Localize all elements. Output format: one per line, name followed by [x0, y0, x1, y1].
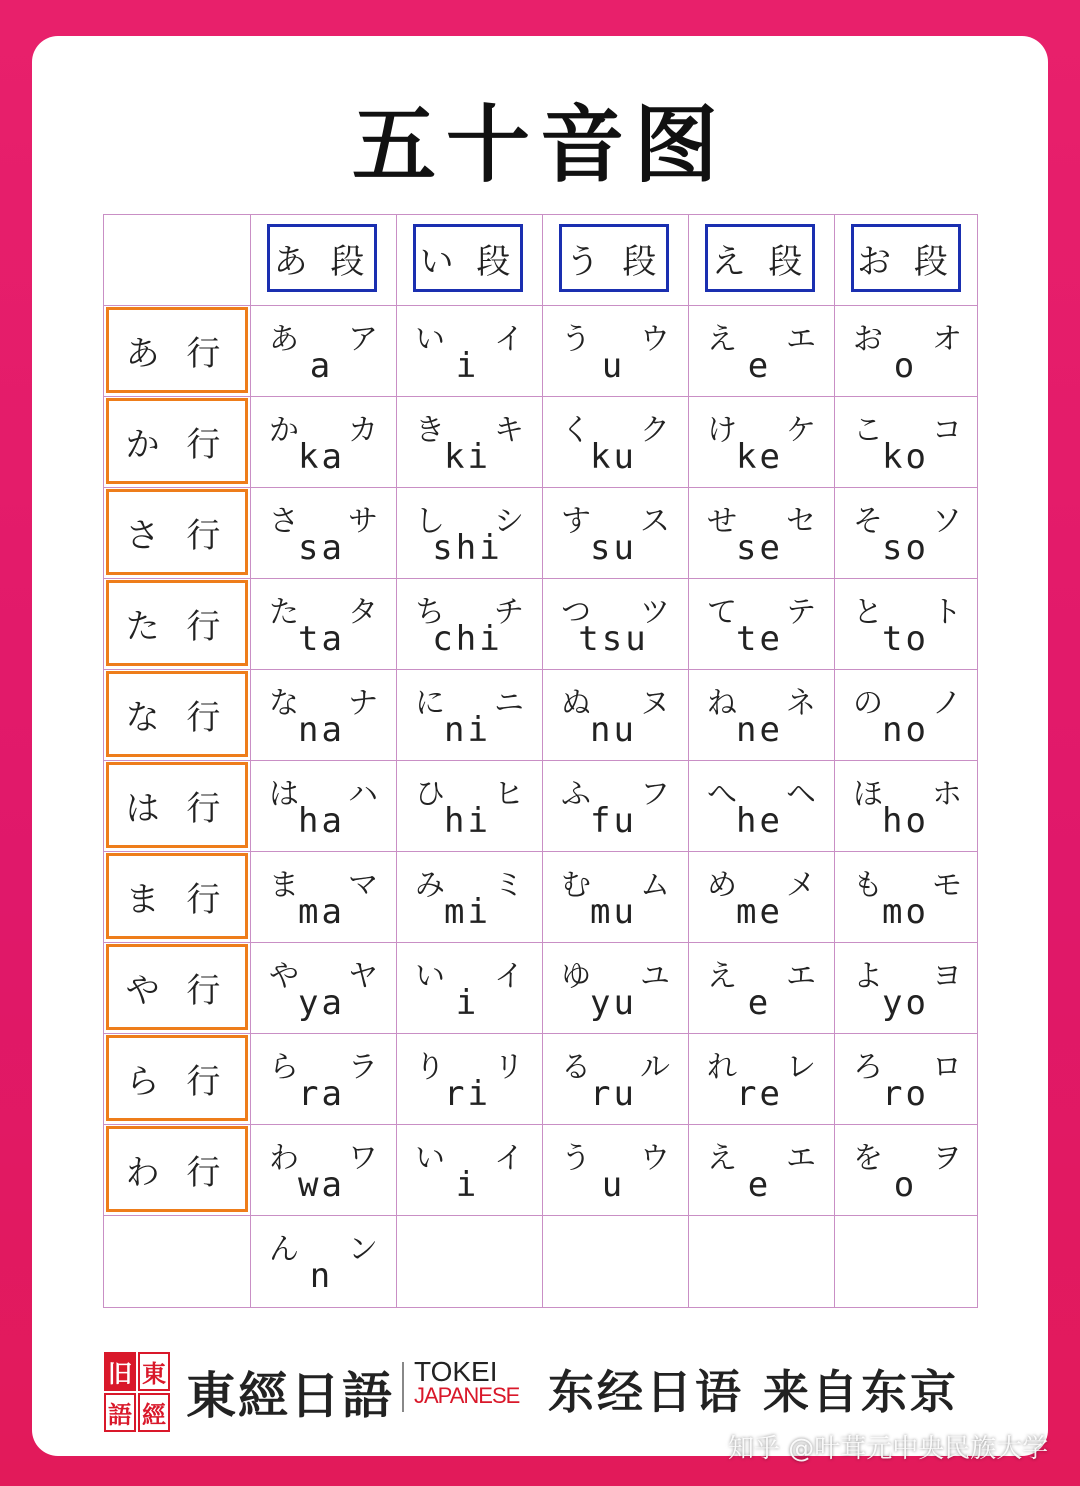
katakana: ヤ: [348, 959, 378, 994]
romaji: ro: [882, 1074, 929, 1114]
hiragana: そ: [853, 504, 883, 539]
hiragana: え: [707, 322, 737, 357]
hiragana: た: [269, 595, 299, 630]
hiragana: め: [707, 868, 737, 903]
katakana: ユ: [640, 959, 670, 994]
row-header: わ 行: [106, 1126, 248, 1212]
romaji: ru: [590, 1074, 637, 1114]
logo-char: 東: [138, 1352, 170, 1391]
row-header: ま 行: [106, 853, 248, 939]
kana-cell: [541, 1032, 686, 1122]
katakana: ウ: [640, 322, 670, 357]
katakana: カ: [348, 413, 378, 448]
romaji: sa: [298, 528, 345, 568]
katakana: ヒ: [494, 777, 524, 812]
romaji: na: [298, 710, 345, 750]
kana-cell: [395, 395, 540, 485]
kana-cell: [541, 850, 686, 940]
romaji: yo: [882, 983, 929, 1023]
romaji: ya: [298, 983, 345, 1023]
katakana: ツ: [640, 595, 670, 630]
hiragana: へ: [707, 777, 737, 812]
kana-cell: [687, 577, 832, 667]
kana-cell: [833, 850, 978, 940]
romaji: nu: [590, 710, 637, 750]
katakana: ム: [640, 868, 670, 903]
kana-cell: [833, 395, 978, 485]
hiragana: の: [853, 686, 883, 721]
footer-divider: [402, 1362, 404, 1412]
hiragana: つ: [561, 595, 591, 630]
romaji: ne: [736, 710, 783, 750]
katakana: メ: [786, 868, 816, 903]
row-header: か 行: [106, 398, 248, 484]
romaji: ke: [736, 437, 783, 477]
hiragana: す: [561, 504, 591, 539]
katakana: タ: [348, 595, 378, 630]
kana-cell: [833, 486, 978, 576]
romaji: e: [747, 983, 772, 1023]
katakana: チ: [494, 595, 524, 630]
katakana: ヲ: [932, 1141, 962, 1176]
row-header: や 行: [106, 944, 248, 1030]
hiragana: ふ: [561, 777, 591, 812]
katakana: ヌ: [640, 686, 670, 721]
katakana: ラ: [348, 1050, 378, 1085]
katakana: ル: [640, 1050, 670, 1085]
kana-cell: [687, 759, 832, 849]
romaji: mo: [882, 892, 929, 932]
kana-cell: [833, 941, 978, 1031]
romaji: ra: [298, 1074, 345, 1114]
kana-cell: [687, 1032, 832, 1122]
katakana: ロ: [932, 1050, 962, 1085]
katakana: ナ: [348, 686, 378, 721]
logo-char: 經: [138, 1393, 170, 1432]
romaji: n: [309, 1256, 334, 1296]
katakana: モ: [932, 868, 962, 903]
hiragana: な: [269, 686, 299, 721]
tokei-bottom: JAPANESE: [414, 1383, 520, 1408]
katakana: ウ: [640, 1141, 670, 1176]
katakana: リ: [494, 1050, 524, 1085]
katakana: コ: [932, 413, 962, 448]
hiragana: ら: [269, 1050, 299, 1085]
row-header: な 行: [106, 671, 248, 757]
romaji: su: [590, 528, 637, 568]
romaji: ko: [882, 437, 929, 477]
grid-hline: [104, 1215, 977, 1216]
hiragana: し: [415, 504, 445, 539]
hiragana: け: [707, 413, 737, 448]
kana-cell: [395, 759, 540, 849]
hiragana: ぬ: [561, 686, 591, 721]
kana-cell: [687, 304, 832, 394]
katakana: フ: [640, 777, 670, 812]
kana-cell: [395, 941, 540, 1031]
hiragana: ん: [269, 1232, 299, 1267]
hiragana: み: [415, 868, 445, 903]
kana-cell: [687, 486, 832, 576]
kana-cell: [395, 1032, 540, 1122]
romaji: ho: [882, 801, 929, 841]
katakana: ス: [640, 504, 670, 539]
katakana: イ: [494, 1141, 524, 1176]
tokei-top: TOKEI: [414, 1356, 498, 1387]
hiragana: て: [707, 595, 737, 630]
hiragana: き: [415, 413, 445, 448]
hiragana: る: [561, 1050, 591, 1085]
kana-cell: [249, 668, 394, 758]
kana-cell: [833, 759, 978, 849]
dan-header: う 段: [559, 224, 669, 292]
hiragana: お: [853, 322, 883, 357]
katakana: ヨ: [932, 959, 962, 994]
kana-cell: [833, 1123, 978, 1213]
hiragana: ゆ: [561, 959, 591, 994]
katakana: サ: [348, 504, 378, 539]
romaji: ha: [298, 801, 345, 841]
hiragana: い: [415, 1141, 445, 1176]
romaji: re: [736, 1074, 783, 1114]
kana-cell: [541, 941, 686, 1031]
romaji: yu: [590, 983, 637, 1023]
hiragana: よ: [853, 959, 883, 994]
hiragana: ね: [707, 686, 737, 721]
romaji: o: [893, 1165, 918, 1205]
kana-cell: [249, 759, 394, 849]
katakana: ニ: [494, 686, 524, 721]
hiragana: む: [561, 868, 591, 903]
hiragana: え: [707, 1141, 737, 1176]
romaji: i: [455, 983, 480, 1023]
romaji: ku: [590, 437, 637, 477]
katakana: テ: [786, 595, 816, 630]
hiragana: は: [269, 777, 299, 812]
hiragana: あ: [269, 322, 299, 357]
romaji: ta: [298, 619, 345, 659]
romaji: ni: [444, 710, 491, 750]
kana-cell: [249, 1032, 394, 1122]
romaji: wa: [298, 1165, 345, 1205]
brand-slogan: 东经日语 来自东京: [548, 1365, 960, 1419]
hiragana: さ: [269, 504, 299, 539]
kana-cell: [687, 668, 832, 758]
hiragana: こ: [853, 413, 883, 448]
katakana: レ: [786, 1050, 816, 1085]
kana-cell: [395, 304, 540, 394]
row-header: あ 行: [106, 307, 248, 393]
romaji: o: [893, 346, 918, 386]
katakana: キ: [494, 413, 524, 448]
kana-cell: [249, 486, 394, 576]
romaji: hi: [444, 801, 491, 841]
hiragana: ひ: [415, 777, 445, 812]
row-header: ら 行: [106, 1035, 248, 1121]
brand-name: 東經日語: [186, 1367, 394, 1425]
logo-char: 旧: [104, 1352, 136, 1391]
kana-cell: [395, 668, 540, 758]
romaji: chi: [432, 619, 503, 659]
row-header: は 行: [106, 762, 248, 848]
hiragana: ろ: [853, 1050, 883, 1085]
romaji: mi: [444, 892, 491, 932]
hiragana: ち: [415, 595, 445, 630]
dan-header: い 段: [413, 224, 523, 292]
katakana: イ: [494, 322, 524, 357]
katakana: オ: [932, 322, 962, 357]
kana-cell: [541, 668, 686, 758]
romaji: e: [747, 1165, 772, 1205]
katakana: シ: [494, 504, 524, 539]
romaji: mu: [590, 892, 637, 932]
dan-header: あ 段: [267, 224, 377, 292]
kana-cell: [687, 941, 832, 1031]
kana-cell: [249, 850, 394, 940]
hiragana: も: [853, 868, 883, 903]
tokei-wordmark: [414, 1356, 520, 1408]
katakana: イ: [494, 959, 524, 994]
katakana: ケ: [786, 413, 816, 448]
romaji: i: [455, 1165, 480, 1205]
row-header: さ 行: [106, 489, 248, 575]
katakana: ソ: [932, 504, 962, 539]
kana-cell: [249, 941, 394, 1031]
romaji: ki: [444, 437, 491, 477]
hiragana: え: [707, 959, 737, 994]
kana-cell: [249, 304, 394, 394]
hiragana: に: [415, 686, 445, 721]
kana-cell: [541, 1123, 686, 1213]
romaji: ma: [298, 892, 345, 932]
hiragana: い: [415, 322, 445, 357]
romaji: ka: [298, 437, 345, 477]
hiragana: う: [561, 1141, 591, 1176]
watermark: 知乎 @叶茸元中央民族大学: [728, 1434, 1049, 1464]
hiragana: せ: [707, 504, 737, 539]
romaji: shi: [432, 528, 503, 568]
kana-cell: [687, 850, 832, 940]
brand-logo-mark: [104, 1352, 170, 1429]
katakana: マ: [348, 868, 378, 903]
kana-cell: [833, 577, 978, 667]
hiragana: と: [853, 595, 883, 630]
kana-cell: [249, 395, 394, 485]
romaji: he: [736, 801, 783, 841]
hiragana: れ: [707, 1050, 737, 1085]
kana-cell: [833, 668, 978, 758]
hiragana: う: [561, 322, 591, 357]
hiragana: か: [269, 413, 299, 448]
romaji: se: [736, 528, 783, 568]
romaji: to: [882, 619, 929, 659]
katakana: ホ: [932, 777, 962, 812]
hiragana: を: [853, 1141, 883, 1176]
kana-cell: [249, 1123, 394, 1213]
kana-cell: [833, 304, 978, 394]
kana-cell: [541, 577, 686, 667]
kana-cell: [541, 759, 686, 849]
kana-cell: [687, 1123, 832, 1213]
romaji: i: [455, 346, 480, 386]
romaji: u: [601, 346, 626, 386]
romaji: e: [747, 346, 772, 386]
kana-cell: [395, 577, 540, 667]
romaji: ri: [444, 1074, 491, 1114]
hiragana: り: [415, 1050, 445, 1085]
romaji: tsu: [578, 619, 649, 659]
kana-cell: [395, 1123, 540, 1213]
kana-cell: [541, 486, 686, 576]
hiragana: い: [415, 959, 445, 994]
katakana: ミ: [494, 868, 524, 903]
kana-cell: [395, 486, 540, 576]
romaji: so: [882, 528, 929, 568]
kana-cell: [541, 395, 686, 485]
katakana: ト: [932, 595, 962, 630]
katakana: ン: [348, 1232, 378, 1267]
katakana: エ: [786, 1141, 816, 1176]
katakana: ハ: [348, 777, 378, 812]
dan-header: お 段: [851, 224, 961, 292]
hiragana: わ: [269, 1141, 299, 1176]
page-title: 五十音图: [351, 96, 728, 194]
hiragana: く: [561, 413, 591, 448]
katakana: セ: [786, 504, 816, 539]
kana-cell: [833, 1032, 978, 1122]
romaji: a: [309, 346, 334, 386]
katakana: ア: [348, 322, 378, 357]
kana-cell: [541, 304, 686, 394]
romaji: te: [736, 619, 783, 659]
romaji: u: [601, 1165, 626, 1205]
kana-cell: [395, 850, 540, 940]
katakana: ノ: [932, 686, 962, 721]
katakana: ワ: [348, 1141, 378, 1176]
katakana: エ: [786, 959, 816, 994]
kana-cell: [687, 395, 832, 485]
katakana: エ: [786, 322, 816, 357]
hiragana: や: [269, 959, 299, 994]
hiragana: ま: [269, 868, 299, 903]
katakana: ネ: [786, 686, 816, 721]
katakana: ヘ: [786, 777, 816, 812]
kana-cell: [249, 577, 394, 667]
katakana: ク: [640, 413, 670, 448]
kana-cell: [249, 1214, 394, 1304]
logo-char: 語: [104, 1393, 136, 1432]
row-header: た 行: [106, 580, 248, 666]
romaji: fu: [590, 801, 637, 841]
romaji: me: [736, 892, 783, 932]
hiragana: ほ: [853, 777, 883, 812]
romaji: no: [882, 710, 929, 750]
dan-header: え 段: [705, 224, 815, 292]
